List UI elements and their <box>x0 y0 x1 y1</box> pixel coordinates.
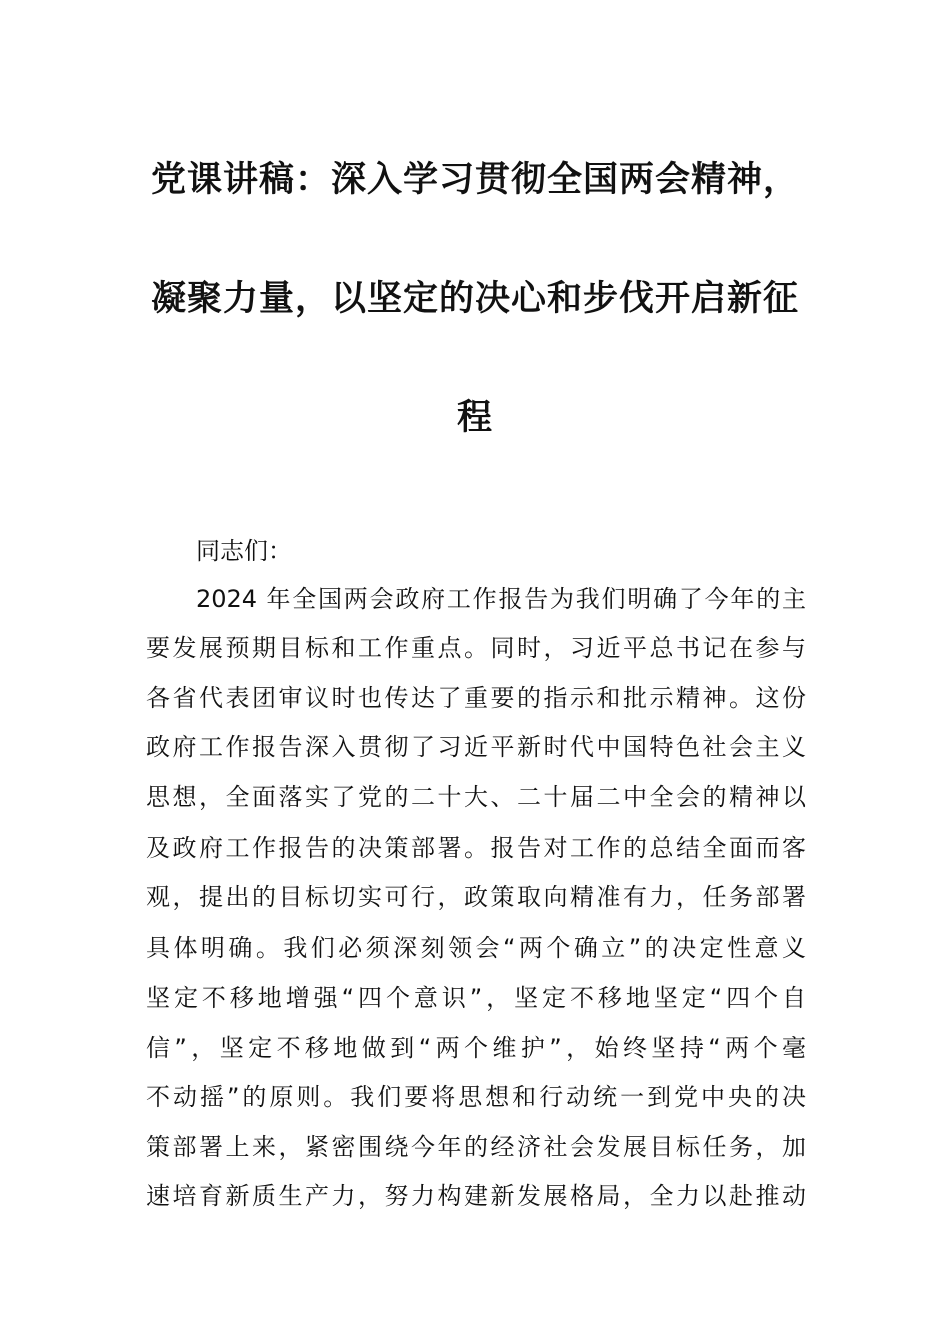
body-line: 坚定不移地增强“四个意识”，坚定不移地坚定“四个自 <box>146 984 806 1012</box>
salutation: 同志们： <box>196 537 292 565</box>
body-line: 各省代表团审议时也传达了重要的指示和批示精神。这份 <box>146 684 806 712</box>
body-line: 思想，全面落实了党的二十大、二十届二中全会的精神以 <box>146 783 806 811</box>
body-line: 信”，坚定不移地做到“两个维护”，始终坚持“两个毫 <box>146 1034 806 1062</box>
body-line: 政府工作报告深入贯彻了习近平新时代中国特色社会主义 <box>146 733 806 761</box>
body-line: 具体明确。我们必须深刻领会“两个确立”的决定性意义 <box>146 934 806 962</box>
body-line: 策部署上来，紧密围绕今年的经济社会发展目标任务，加 <box>146 1133 806 1161</box>
body-line: 速培育新质生产力，努力构建新发展格局，全力以赴推动 <box>146 1182 806 1210</box>
title-line-1: 党课讲稿：深入学习贯彻全国两会精神， <box>150 160 799 200</box>
body-line: 观，提出的目标切实可行，政策取向精准有力，任务部署 <box>146 883 806 911</box>
body-line: 2024 年全国两会政府工作报告为我们明确了今年的主 <box>196 585 806 613</box>
title-line-2: 凝聚力量，以坚定的决心和步伐开启新征 <box>150 279 799 319</box>
title-line-3: 程 <box>456 398 493 438</box>
body-line: 不动摇”的原则。我们要将思想和行动统一到党中央的决 <box>146 1083 806 1111</box>
body-line: 及政府工作报告的决策部署。报告对工作的总结全面而客 <box>146 834 806 862</box>
body-line: 要发展预期目标和工作重点。同时，习近平总书记在参与 <box>146 634 806 662</box>
